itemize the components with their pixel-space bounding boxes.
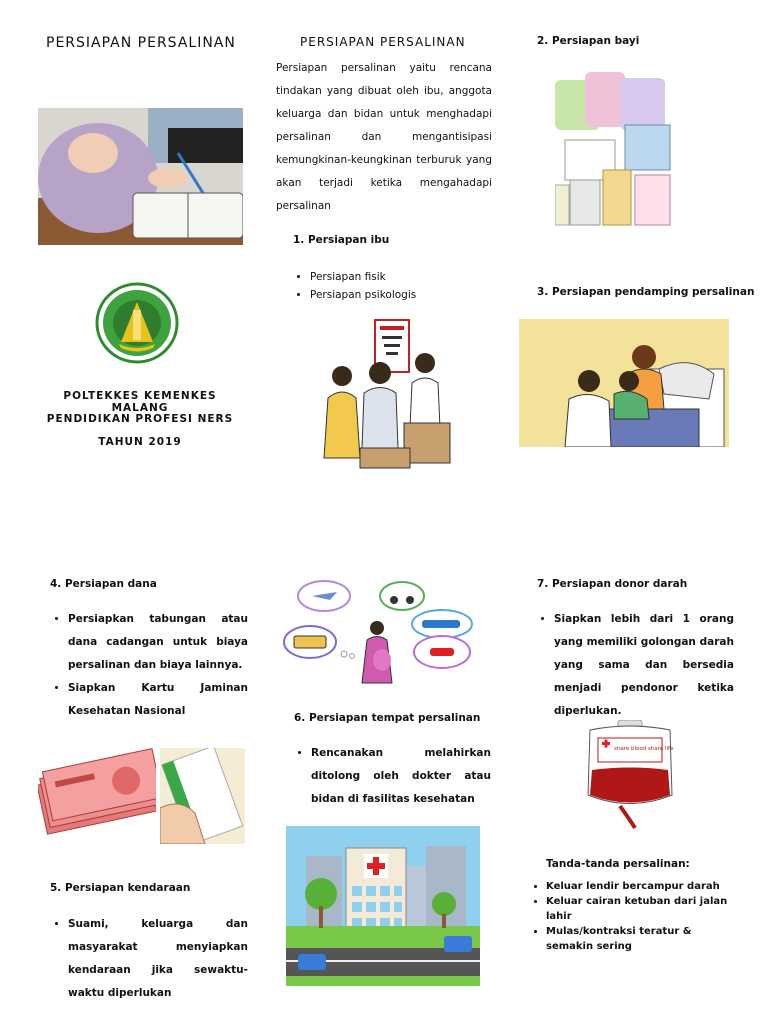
section6-title: Persiapan tempat persalinan: [308, 712, 481, 724]
list-item: • Rencanakan melahirkan ditolong oleh dokter atau bidan di fasilitas kesehatan: [311, 742, 491, 811]
section5-list: [52, 913, 248, 1005]
hospital-illustration: [286, 826, 480, 986]
checkup-illustration: [320, 318, 452, 473]
section4-number: 4.: [50, 578, 62, 590]
section5-heading: [50, 882, 190, 894]
list-item: • Siapkan lebih dari 1 orang yang memiliki golongan darah yang sama dan bersedia menjadi pendonor ketika diperlukan.: [554, 608, 734, 723]
section7-heading: [537, 578, 687, 590]
signs-title: Tanda-tanda persalinan:: [546, 858, 690, 870]
poltekkes-logo: [95, 282, 179, 364]
list-item: • Mulas/kontraksi teratur & semakin sering: [546, 924, 738, 954]
section7-title: Persiapan donor darah: [551, 578, 688, 590]
list-item: • Persiapan psikologis: [310, 286, 494, 304]
section2-number: 2.: [537, 35, 549, 47]
institution-line-2: PENDIDIKAN PROFESI NERS: [46, 413, 234, 425]
section2-title: Persiapan bayi: [551, 35, 640, 47]
col1-title: PERSIAPAN PERSALINAN: [46, 35, 236, 51]
section4-list: [52, 608, 248, 723]
baby-supplies-photo: [555, 70, 677, 232]
section3-title: Persiapan pendamping persalinan: [551, 286, 755, 298]
blood-bag-illustration: [580, 720, 680, 830]
list-item: • Keluar cairan ketuban dari jalan lahir: [546, 894, 738, 924]
intro-paragraph: Persiapan persalinan yaitu rencana tindakan yang dibuat oleh ibu, anggota keluarga dan bidan untuk menghadapi persalinan dan mengantisipasi kemungkinan-keungkinan terburuk yang akan terjadi ketika mengahadapi persalinan: [276, 62, 492, 212]
section5-number: 5.: [50, 882, 62, 894]
health-card-photo: [160, 748, 245, 844]
section3-heading: [537, 286, 754, 298]
list-item: • Keluar lendir bercampur darah: [546, 879, 738, 894]
section2-heading: [537, 35, 639, 47]
section4-title: Persiapan dana: [64, 578, 157, 590]
section6-heading: [294, 712, 480, 724]
list-item: • Siapkan Kartu Jaminan Kesehatan Nasional: [68, 677, 248, 723]
money-photo: [38, 743, 156, 843]
section1-list: [294, 268, 494, 304]
section1-number: 1.: [293, 234, 305, 246]
birth-companion-illustration: [519, 319, 729, 447]
list-item: • Suami, keluarga dan masyarakat menyiapkan kendaraan jika sewaktu-waktu diperlukan: [68, 913, 248, 1005]
section1-heading: [293, 234, 389, 246]
pregnant-woman-photo: [38, 108, 243, 245]
section5-title: Persiapan kendaraan: [64, 882, 191, 894]
section7-list: [538, 608, 734, 723]
institution-line-3: TAHUN 2019: [98, 436, 182, 448]
list-item: • Persiapkan tabungan atau dana cadangan untuk biaya persalinan dan biaya lainnya.: [68, 608, 248, 677]
list-item: • Persiapan fisik: [310, 268, 494, 286]
signs-list: [530, 879, 738, 954]
col2-title: PERSIAPAN PERSALINAN: [300, 35, 466, 49]
section3-number: 3.: [537, 286, 549, 298]
blood-bag-label: share blood share life: [614, 746, 674, 752]
institution-line-1: POLTEKKES KEMENKES MALANG: [63, 390, 217, 414]
section6-number: 6.: [294, 712, 306, 724]
section7-number: 7.: [537, 578, 549, 590]
section4-heading: [50, 578, 157, 590]
thinking-woman-illustration: [282, 578, 482, 690]
section6-list: [295, 742, 491, 811]
section1-title: Persiapan ibu: [307, 234, 390, 246]
